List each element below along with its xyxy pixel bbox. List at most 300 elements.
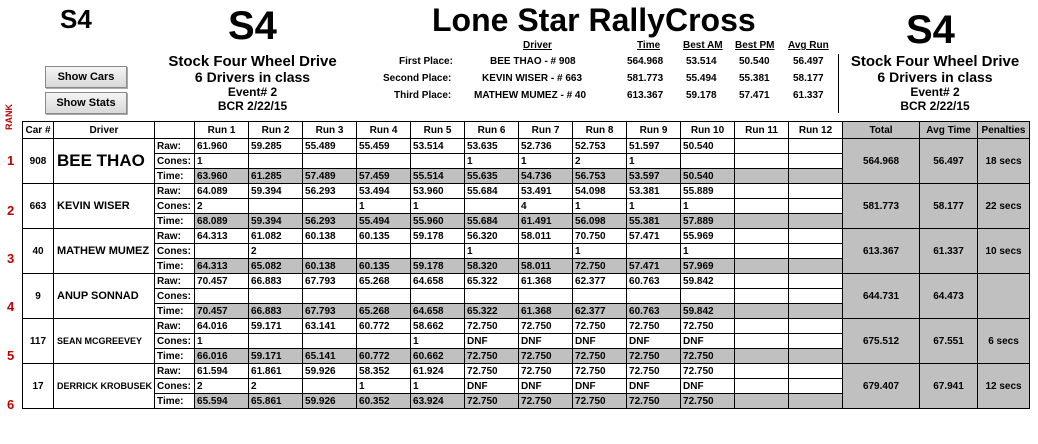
run-raw-cell: 72.750 — [519, 364, 573, 379]
run-cones-cell: 1 — [573, 199, 627, 214]
results-table — [22, 121, 1030, 409]
run-raw-cell — [735, 229, 789, 244]
run-raw-cell: 53.635 — [465, 139, 519, 154]
avg-time: 61.337 — [920, 229, 978, 274]
run-cones-cell: DNF — [627, 379, 681, 394]
run-raw-cell: 72.750 — [465, 319, 519, 334]
run-raw-cell — [735, 274, 789, 289]
driver-name: MATHEW MUMEZ — [54, 229, 155, 274]
run-time-cell: 55.514 — [411, 169, 465, 184]
class-info-left — [150, 54, 355, 113]
class-info-right — [838, 54, 1031, 113]
show-stats-button[interactable]: Show Stats — [45, 92, 127, 114]
podium-best-pm: 57.471 — [739, 90, 770, 101]
run-cones-cell — [681, 289, 735, 304]
run-time-cell: 72.750 — [573, 259, 627, 274]
header-run: Run 9 — [627, 122, 681, 139]
run-cones-cell: 1 — [627, 154, 681, 169]
run-time-cell: 56.098 — [573, 214, 627, 229]
podium-header-best-pm: Best PM — [735, 40, 775, 51]
run-time-cell: 65.861 — [249, 394, 303, 409]
header-run: Run 10 — [681, 122, 735, 139]
driver-name: KEVIN WISER — [54, 184, 155, 229]
run-cones-cell — [411, 289, 465, 304]
run-time-cell — [789, 394, 843, 409]
run-time-cell: 54.736 — [519, 169, 573, 184]
row-label: Raw: — [155, 364, 195, 379]
penalties — [978, 274, 1030, 319]
run-time-cell: 60.763 — [627, 304, 681, 319]
run-cones-cell — [411, 244, 465, 259]
total: 644.731 — [843, 274, 920, 319]
table-row — [23, 364, 1030, 379]
avg-time: 64.473 — [920, 274, 978, 319]
run-cones-cell: 2 — [573, 154, 627, 169]
run-cones-cell: 1 — [681, 199, 735, 214]
run-cones-cell — [249, 154, 303, 169]
run-cones-cell — [735, 334, 789, 349]
table-row — [23, 139, 1030, 154]
run-raw-cell: 64.016 — [195, 319, 249, 334]
row-label: Time: — [155, 259, 195, 274]
run-time-cell: 55.381 — [627, 214, 681, 229]
run-cones-cell: 1 — [195, 154, 249, 169]
run-raw-cell: 72.750 — [681, 319, 735, 334]
run-cones-cell — [303, 379, 357, 394]
run-raw-cell: 59.842 — [681, 274, 735, 289]
run-time-cell: 72.750 — [573, 349, 627, 364]
table-row — [23, 319, 1030, 334]
table-row — [23, 229, 1030, 244]
run-time-cell: 50.540 — [681, 169, 735, 184]
run-cones-cell: DNF — [627, 334, 681, 349]
run-time-cell: 65.322 — [465, 304, 519, 319]
run-cones-cell: 1 — [519, 154, 573, 169]
run-time-cell: 72.750 — [627, 394, 681, 409]
run-time-cell: 65.082 — [249, 259, 303, 274]
rank-number: 1 — [7, 153, 15, 168]
run-raw-cell: 56.320 — [465, 229, 519, 244]
header-driver: Driver — [54, 122, 155, 139]
run-time-cell: 55.494 — [357, 214, 411, 229]
event-number: Event# 2 — [910, 85, 960, 99]
table-header-row — [23, 122, 1030, 139]
row-label: Cones: — [155, 289, 195, 304]
header-run: Run 5 — [411, 122, 465, 139]
run-cones-cell — [465, 289, 519, 304]
run-time-cell: 63.924 — [411, 394, 465, 409]
run-cones-cell: 2 — [195, 379, 249, 394]
run-time-cell: 57.459 — [357, 169, 411, 184]
run-time-cell — [789, 169, 843, 184]
run-raw-cell: 55.969 — [681, 229, 735, 244]
avg-time: 67.551 — [920, 319, 978, 364]
podium-driver: KEVIN WISER - # 663 — [482, 73, 583, 84]
run-cones-cell — [735, 244, 789, 259]
class-name: Stock Four Wheel Drive — [850, 53, 1020, 70]
header-avg-time: Avg Time — [920, 122, 978, 139]
run-time-cell: 63.960 — [195, 169, 249, 184]
car-number: 117 — [23, 319, 54, 364]
run-raw-cell: 59.285 — [249, 139, 303, 154]
run-cones-cell — [789, 379, 843, 394]
run-raw-cell — [789, 274, 843, 289]
run-cones-cell — [789, 199, 843, 214]
run-time-cell: 67.793 — [303, 304, 357, 319]
run-raw-cell: 72.750 — [681, 364, 735, 379]
run-time-cell: 65.141 — [303, 349, 357, 364]
run-time-cell: 72.750 — [465, 349, 519, 364]
run-cones-cell — [789, 334, 843, 349]
run-time-cell: 66.883 — [249, 304, 303, 319]
podium-header-driver: Driver — [523, 40, 552, 51]
driver-count: 6 Drivers in class — [877, 69, 993, 85]
run-cones-cell: 1 — [573, 244, 627, 259]
run-raw-cell: 50.540 — [681, 139, 735, 154]
run-cones-cell — [789, 289, 843, 304]
run-raw-cell: 59.926 — [303, 364, 357, 379]
row-label: Cones: — [155, 379, 195, 394]
run-time-cell — [789, 349, 843, 364]
car-number: 9 — [23, 274, 54, 319]
run-raw-cell: 60.138 — [303, 229, 357, 244]
run-cones-cell — [249, 289, 303, 304]
rank-number: 2 — [7, 203, 15, 218]
run-time-cell: 60.772 — [357, 349, 411, 364]
run-cones-cell: 2 — [249, 244, 303, 259]
run-raw-cell: 55.889 — [681, 184, 735, 199]
run-time-cell: 55.684 — [465, 214, 519, 229]
podium-place: First Place: — [399, 56, 453, 67]
run-raw-cell: 60.763 — [627, 274, 681, 289]
total: 679.407 — [843, 364, 920, 409]
car-number: 17 — [23, 364, 54, 409]
run-raw-cell: 51.597 — [627, 139, 681, 154]
run-cones-cell — [735, 379, 789, 394]
row-label: Cones: — [155, 334, 195, 349]
run-time-cell: 72.750 — [681, 349, 735, 364]
run-cones-cell: 1 — [357, 379, 411, 394]
run-raw-cell — [735, 319, 789, 334]
car-number: 663 — [23, 184, 54, 229]
run-raw-cell: 53.381 — [627, 184, 681, 199]
header-run: Run 3 — [303, 122, 357, 139]
run-raw-cell: 56.293 — [303, 184, 357, 199]
run-cones-cell: 1 — [357, 199, 411, 214]
penalties: 12 secs — [978, 364, 1030, 409]
penalties: 6 secs — [978, 319, 1030, 364]
run-cones-cell — [519, 289, 573, 304]
run-raw-cell: 61.082 — [249, 229, 303, 244]
podium-header-best-am: Best AM — [683, 40, 723, 51]
run-raw-cell: 58.011 — [519, 229, 573, 244]
run-cones-cell — [195, 244, 249, 259]
header-run: Run 12 — [789, 122, 843, 139]
run-raw-cell — [735, 139, 789, 154]
run-time-cell: 65.594 — [195, 394, 249, 409]
run-raw-cell: 57.471 — [627, 229, 681, 244]
run-cones-cell — [411, 154, 465, 169]
event-date: BCR 2/22/15 — [900, 99, 970, 113]
class-label-right: S4 — [906, 8, 955, 52]
rank-number: 6 — [7, 397, 15, 412]
run-raw-cell: 70.457 — [195, 274, 249, 289]
run-cones-cell — [357, 334, 411, 349]
run-raw-cell: 64.313 — [195, 229, 249, 244]
run-time-cell: 61.368 — [519, 304, 573, 319]
run-time-cell — [735, 169, 789, 184]
podium-time: 581.773 — [627, 73, 664, 84]
podium-time: 613.367 — [627, 90, 664, 101]
header-run: Run 8 — [573, 122, 627, 139]
run-raw-cell: 53.491 — [519, 184, 573, 199]
run-time-cell: 58.320 — [465, 259, 519, 274]
run-cones-cell — [357, 154, 411, 169]
podium-place: Second Place: — [383, 73, 452, 84]
event-title: Lone Star RallyCross — [432, 2, 756, 38]
run-cones-cell: 4 — [519, 199, 573, 214]
run-raw-cell: 61.594 — [195, 364, 249, 379]
rank-number: 5 — [7, 348, 15, 363]
run-cones-cell — [357, 244, 411, 259]
run-cones-cell — [303, 289, 357, 304]
run-cones-cell — [735, 154, 789, 169]
row-label: Cones: — [155, 199, 195, 214]
run-time-cell: 72.750 — [465, 394, 519, 409]
run-time-cell: 72.750 — [681, 394, 735, 409]
header-run: Run 2 — [249, 122, 303, 139]
run-raw-cell: 70.750 — [573, 229, 627, 244]
run-raw-cell: 61.960 — [195, 139, 249, 154]
run-time-cell — [789, 259, 843, 274]
header-run: Run 7 — [519, 122, 573, 139]
run-cones-cell — [789, 154, 843, 169]
run-time-cell: 70.457 — [195, 304, 249, 319]
run-raw-cell: 55.489 — [303, 139, 357, 154]
podium-place: Third Place: — [394, 90, 452, 101]
run-time-cell: 55.960 — [411, 214, 465, 229]
run-time-cell — [735, 214, 789, 229]
run-time-cell: 65.268 — [357, 304, 411, 319]
run-cones-cell — [789, 244, 843, 259]
run-time-cell: 61.285 — [249, 169, 303, 184]
run-time-cell — [735, 349, 789, 364]
run-time-cell: 59.926 — [303, 394, 357, 409]
header-row-label — [155, 122, 195, 139]
podium-header-avg-run: Avg Run — [788, 40, 829, 51]
run-time-cell: 59.842 — [681, 304, 735, 319]
rank-number: 4 — [7, 299, 15, 314]
run-raw-cell: 72.750 — [573, 364, 627, 379]
run-time-cell: 53.597 — [627, 169, 681, 184]
run-cones-cell: DNF — [681, 379, 735, 394]
car-number: 908 — [23, 139, 54, 184]
header-run: Run 11 — [735, 122, 789, 139]
driver-name: ANUP SONNAD — [54, 274, 155, 319]
run-raw-cell — [789, 364, 843, 379]
run-cones-cell — [465, 199, 519, 214]
run-cones-cell — [735, 289, 789, 304]
penalties: 10 secs — [978, 229, 1030, 274]
run-time-cell: 72.750 — [627, 349, 681, 364]
driver-name: SEAN MCGREEVEY — [54, 319, 155, 364]
run-raw-cell: 52.736 — [519, 139, 573, 154]
run-raw-cell: 60.135 — [357, 229, 411, 244]
run-cones-cell — [627, 244, 681, 259]
run-cones-cell: 2 — [195, 199, 249, 214]
rank-header: RANK — [4, 104, 14, 130]
run-raw-cell: 67.793 — [303, 274, 357, 289]
run-time-cell: 58.011 — [519, 259, 573, 274]
run-time-cell: 72.750 — [519, 394, 573, 409]
table-row — [23, 184, 1030, 199]
run-time-cell: 72.750 — [519, 349, 573, 364]
run-time-cell: 60.135 — [357, 259, 411, 274]
row-label: Raw: — [155, 274, 195, 289]
run-raw-cell: 72.750 — [573, 319, 627, 334]
run-raw-cell: 52.753 — [573, 139, 627, 154]
run-time-cell: 56.753 — [573, 169, 627, 184]
run-cones-cell — [573, 289, 627, 304]
run-time-cell: 60.662 — [411, 349, 465, 364]
run-cones-cell — [357, 289, 411, 304]
run-time-cell: 55.635 — [465, 169, 519, 184]
run-time-cell — [735, 259, 789, 274]
podium-best-pm: 50.540 — [739, 56, 770, 67]
run-raw-cell — [789, 139, 843, 154]
podium-avg: 61.337 — [793, 90, 824, 101]
avg-time: 67.941 — [920, 364, 978, 409]
header-total: Total — [843, 122, 920, 139]
run-cones-cell — [303, 154, 357, 169]
run-raw-cell: 65.322 — [465, 274, 519, 289]
run-raw-cell: 63.141 — [303, 319, 357, 334]
run-cones-cell: DNF — [465, 379, 519, 394]
run-cones-cell: DNF — [573, 334, 627, 349]
run-cones-cell — [195, 289, 249, 304]
show-cars-button[interactable]: Show Cars — [45, 66, 127, 88]
avg-time: 58.177 — [920, 184, 978, 229]
run-cones-cell: 1 — [411, 379, 465, 394]
run-cones-cell — [249, 334, 303, 349]
run-time-cell — [735, 394, 789, 409]
run-raw-cell: 66.883 — [249, 274, 303, 289]
run-raw-cell: 65.268 — [357, 274, 411, 289]
row-label: Time: — [155, 394, 195, 409]
run-time-cell: 64.658 — [411, 304, 465, 319]
podium-driver: MATHEW MUMEZ - # 40 — [474, 90, 587, 101]
run-time-cell: 59.171 — [249, 349, 303, 364]
run-cones-cell — [303, 244, 357, 259]
run-time-cell: 57.489 — [303, 169, 357, 184]
run-time-cell: 62.377 — [573, 304, 627, 319]
avg-time: 56.497 — [920, 139, 978, 184]
run-raw-cell: 59.171 — [249, 319, 303, 334]
run-time-cell: 68.089 — [195, 214, 249, 229]
run-time-cell: 72.750 — [573, 394, 627, 409]
class-name: Stock Four Wheel Drive — [168, 53, 337, 70]
class-label-big: S4 — [228, 4, 277, 48]
penalties: 22 secs — [978, 184, 1030, 229]
run-cones-cell — [303, 334, 357, 349]
total: 564.968 — [843, 139, 920, 184]
run-time-cell — [789, 214, 843, 229]
run-time-cell: 57.889 — [681, 214, 735, 229]
run-raw-cell: 60.772 — [357, 319, 411, 334]
run-raw-cell: 61.368 — [519, 274, 573, 289]
run-raw-cell: 58.352 — [357, 364, 411, 379]
run-raw-cell: 53.494 — [357, 184, 411, 199]
run-raw-cell: 58.662 — [411, 319, 465, 334]
run-cones-cell: 1 — [627, 199, 681, 214]
rank-number: 3 — [7, 251, 15, 266]
run-time-cell: 60.352 — [357, 394, 411, 409]
run-time-cell: 56.293 — [303, 214, 357, 229]
run-raw-cell: 64.658 — [411, 274, 465, 289]
penalties: 18 secs — [978, 139, 1030, 184]
run-raw-cell — [789, 319, 843, 334]
run-cones-cell — [627, 289, 681, 304]
podium-best-pm: 55.381 — [739, 73, 770, 84]
run-raw-cell: 59.178 — [411, 229, 465, 244]
run-time-cell — [789, 304, 843, 319]
driver-name: DERRICK KROBUSEK — [54, 364, 155, 409]
header-run: Run 6 — [465, 122, 519, 139]
driver-count: 6 Drivers in class — [194, 69, 311, 85]
row-label: Raw: — [155, 139, 195, 154]
header-run: Run 1 — [195, 122, 249, 139]
total: 675.512 — [843, 319, 920, 364]
run-raw-cell: 55.684 — [465, 184, 519, 199]
run-raw-cell: 72.750 — [465, 364, 519, 379]
row-label: Time: — [155, 169, 195, 184]
run-raw-cell — [789, 229, 843, 244]
row-label: Time: — [155, 349, 195, 364]
podium-best-am: 59.178 — [686, 90, 717, 101]
run-cones-cell: DNF — [681, 334, 735, 349]
run-raw-cell: 64.089 — [195, 184, 249, 199]
run-raw-cell: 53.960 — [411, 184, 465, 199]
run-cones-cell — [681, 154, 735, 169]
run-cones-cell: 1 — [411, 199, 465, 214]
run-raw-cell: 72.750 — [627, 364, 681, 379]
run-cones-cell — [303, 199, 357, 214]
run-cones-cell — [519, 244, 573, 259]
podium-time: 564.968 — [627, 56, 664, 67]
total: 581.773 — [843, 184, 920, 229]
run-raw-cell: 59.394 — [249, 184, 303, 199]
run-cones-cell — [249, 199, 303, 214]
run-cones-cell: 1 — [195, 334, 249, 349]
car-number: 40 — [23, 229, 54, 274]
class-label-small: S4 — [60, 4, 92, 34]
run-raw-cell: 53.514 — [411, 139, 465, 154]
driver-name: BEE THAO — [54, 139, 155, 184]
header-car: Car # — [23, 122, 54, 139]
run-cones-cell: 1 — [465, 154, 519, 169]
run-raw-cell — [735, 364, 789, 379]
run-raw-cell — [789, 184, 843, 199]
run-raw-cell: 61.861 — [249, 364, 303, 379]
table-row — [23, 274, 1030, 289]
run-raw-cell: 72.750 — [627, 319, 681, 334]
run-cones-cell: DNF — [519, 379, 573, 394]
run-cones-cell: 1 — [681, 244, 735, 259]
run-time-cell: 60.138 — [303, 259, 357, 274]
event-date: BCR 2/22/15 — [217, 99, 288, 113]
run-time-cell — [735, 304, 789, 319]
run-cones-cell: 1 — [465, 244, 519, 259]
